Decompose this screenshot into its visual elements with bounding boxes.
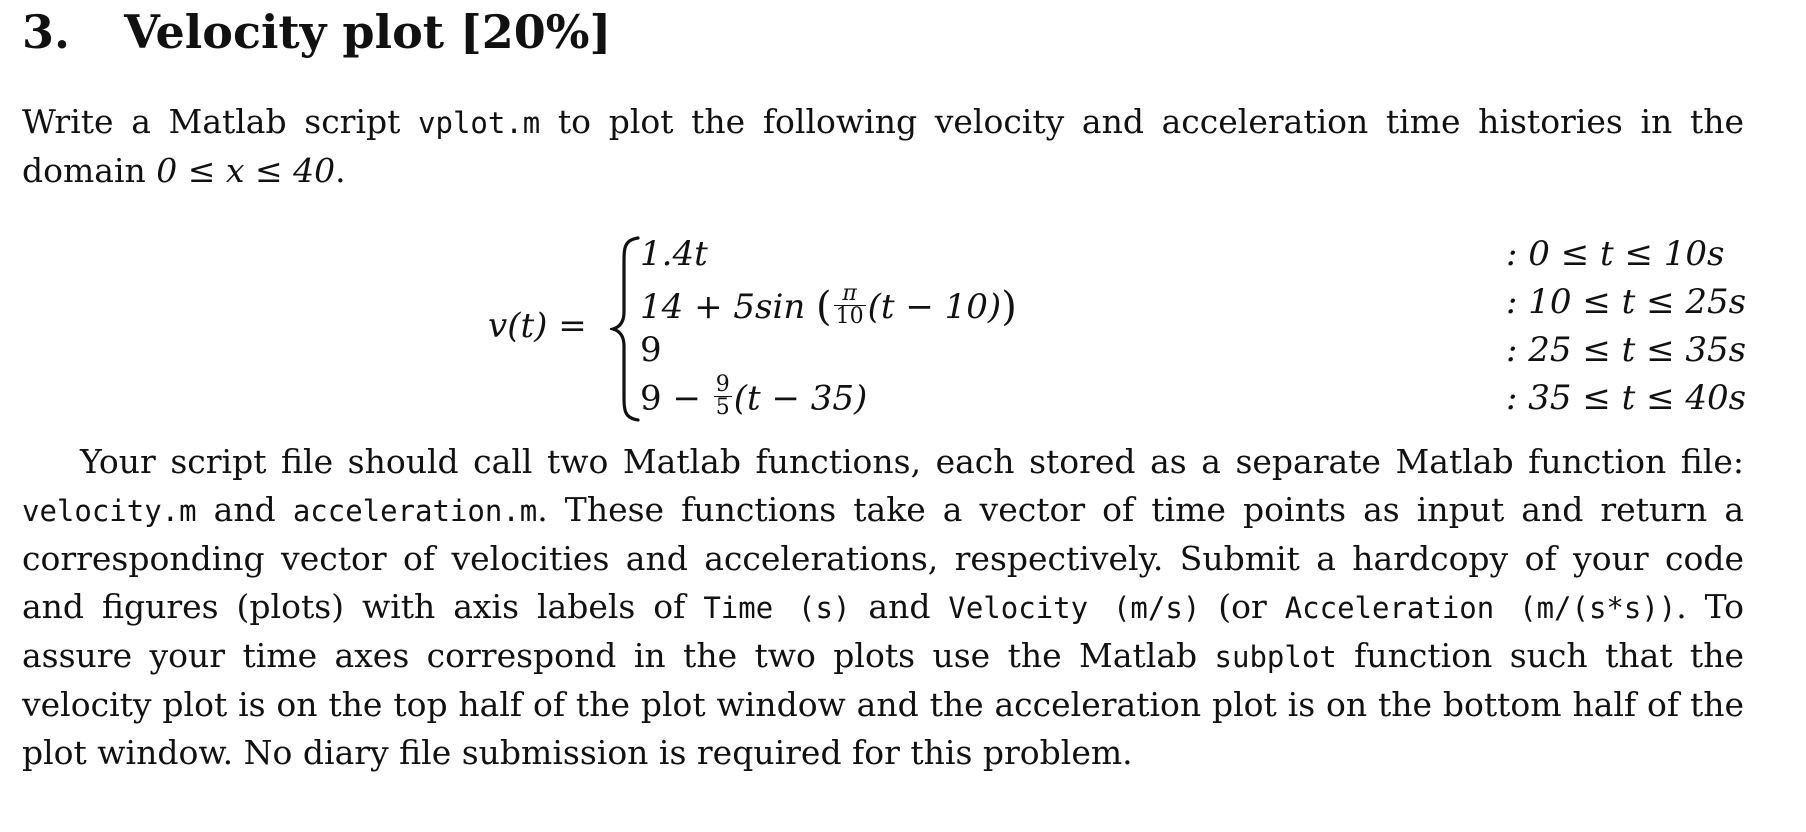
case-2-fraction: $\frac{\pi}{10}$ [835, 280, 864, 329]
case-2-condition: : 10 ≤ t ≤ 25s [1506, 282, 1747, 322]
velocity-axis-label: Velocity (m/s) [948, 591, 1201, 625]
body-text-5: (or [1200, 587, 1285, 626]
script-filename: vplot.m [418, 106, 541, 140]
case-3-condition: : 25 ≤ t ≤ 35s [1506, 330, 1747, 370]
section-title: Velocity plot [20%] [124, 5, 612, 59]
time-axis-label: Time (s) [703, 591, 851, 625]
intro-text-1: Write a Matlab script [22, 102, 419, 141]
intro-text-3: . [335, 151, 346, 190]
section-heading [22, 0, 611, 64]
body-text-6: . To assure your time axes correspond in the two plots use the Matlab [22, 587, 1744, 675]
section-number: 3. [22, 5, 71, 59]
case-3-expression: 9 [640, 330, 662, 370]
velocity-filename: velocity.m [22, 494, 197, 528]
intro-paragraph [22, 98, 1744, 195]
domain-inequality: 0 ≤ x ≤ 40 [156, 151, 336, 190]
subplot-function-name: subplot [1214, 640, 1337, 674]
body-text-4: and [850, 587, 949, 626]
case-1-condition: : 0 ≤ t ≤ 10s [1506, 234, 1725, 274]
case-4-fraction: $\frac{9}{5}$ [715, 372, 730, 420]
case-4-condition: : 35 ≤ t ≤ 40s [1506, 378, 1747, 418]
body-text-2: and [196, 490, 293, 529]
equation-lhs: v(t) = [488, 306, 587, 346]
intro-text-2: to plot the following velocity and acceleration time histories in the domain [22, 102, 1744, 190]
case-4-expression: 9 − $\frac{9}{5}$ (t − 35) [640, 372, 868, 420]
body-text-1: Your script file should call two Matlab functions, each stored as a separate Matlab function file: [80, 442, 1744, 481]
body-text-3: . These functions take a vector of time points as input and return a corresponding vector of velocities and accelerations, respectively. Submit a hardcopy of your code and figures (plots) with axis labels of [22, 490, 1744, 626]
case-1-expression: 1.4t [640, 234, 708, 274]
acceleration-filename: acceleration.m [292, 494, 538, 528]
acceleration-axis-label: Acceleration (m/(s*s)) [1284, 591, 1677, 625]
body-paragraph [22, 438, 1744, 777]
body-text-7: function such that the velocity plot is on the top half of the plot window and the acceleration plot is on the bottom half of the plot window. No diary file submission is required for this problem. [22, 636, 1744, 772]
velocity-equation [488, 234, 1747, 424]
case-2-expression: 14 + 5sin ( $\frac{\pi}{10}$ (t − 10)) [640, 280, 1017, 330]
left-brace-icon [610, 234, 642, 424]
